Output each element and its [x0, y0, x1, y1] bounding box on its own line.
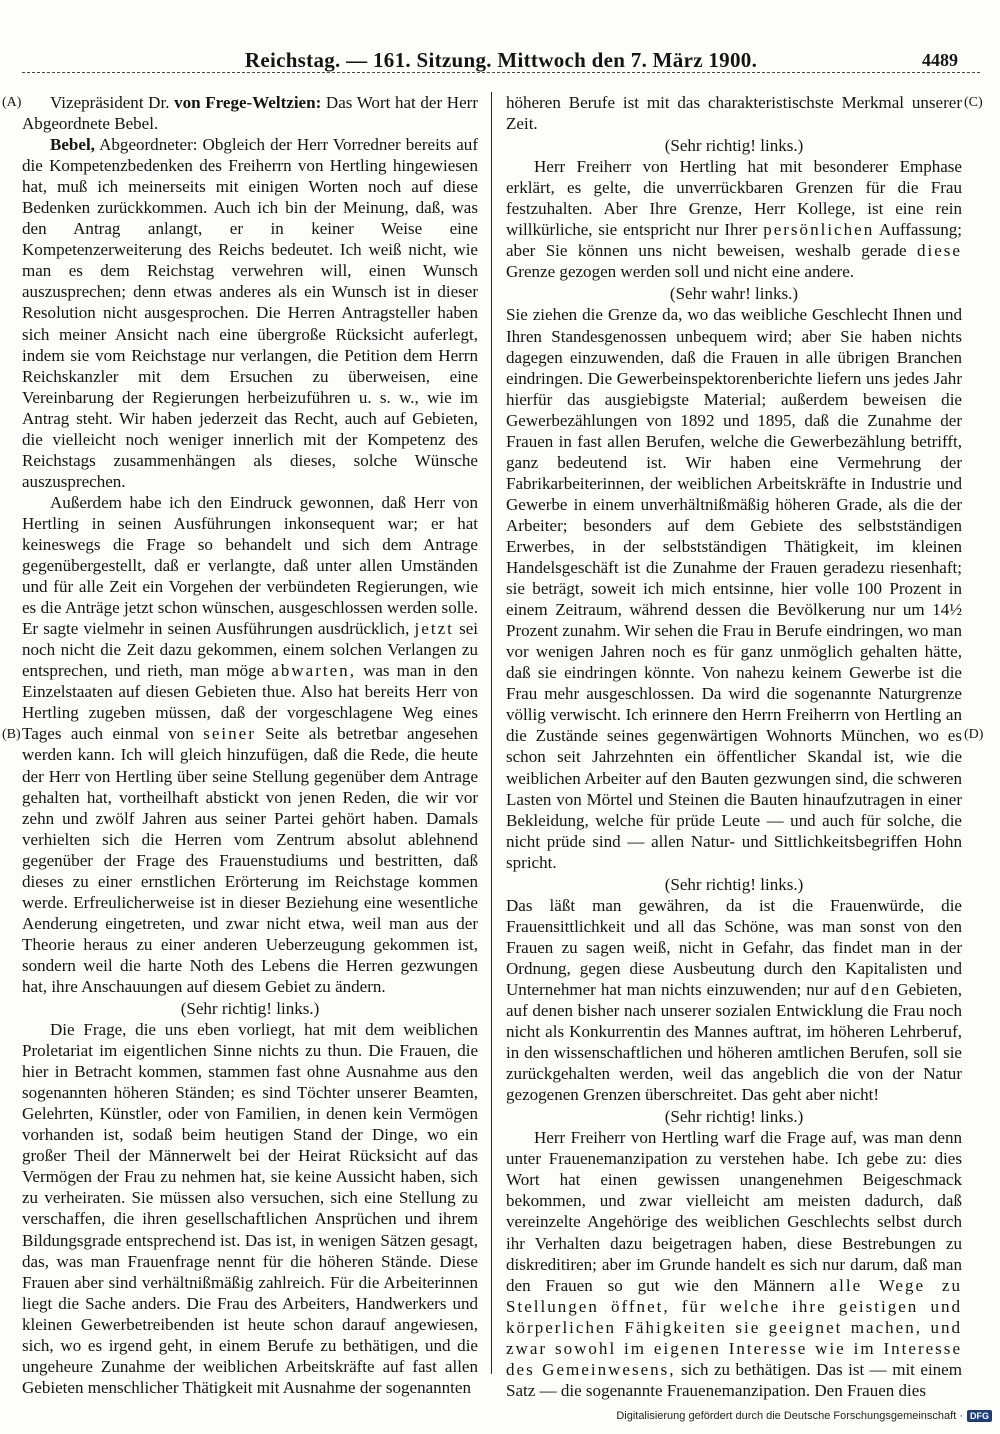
margin-mark-a: (A): [2, 95, 22, 110]
interjection: (Sehr richtig! links.): [664, 136, 804, 156]
paragraph-text: Herr Freiherr von Hertling warf die Frage auf, was man denn unter Frauenemanzipation zu verstehen habe. Ich gebe zu: dies Wort hat einen gewissen unangenehmen Beigeschmack bekommen, und zwar vielleicht am meisten dadurch, daß vereinzelte Angehörige des weiblichen Geschlechts selbst durch ihr Verhalten dazu beigetragen haben, diese Bestrebungen zu diskreditiren; aber im Grunde handelt es sich nur darum, daß man den Frauen so gut wie den Männern: [506, 1128, 962, 1295]
president-name: von Frege-Weltzien:: [174, 93, 322, 112]
page-header: [22, 40, 980, 74]
digitization-credit: [616, 1410, 992, 1422]
speaker-name: Bebel,: [50, 135, 95, 155]
margin-mark-c: (C): [964, 95, 983, 110]
interjection: (Sehr richtig! links.): [664, 1107, 804, 1127]
emphasis-text: abwarten,: [271, 661, 356, 681]
paragraph-text: Das läßt man gewähren, da ist die Frauenwürde, die Frauensittlichkeit und all das Schöne, was man sonst von den Frauen zu sagen weiß, nicht in Gefahr, das findet man in der Ordnung, gegen diese Ausbeutung durch den Kapitalisten und Unternehmer hat man nichts einzuwenden; nur auf: [506, 895, 962, 999]
left-column: [22, 92, 478, 1398]
emphasis-text: diese: [917, 241, 962, 261]
paragraph-text: sei noch nicht die Zeit dazu gekommen, einem solchen Verlangen zu entsprechen, und rieth, man möge: [22, 619, 478, 681]
emphasis-text: den: [860, 979, 892, 999]
interjection: (Sehr richtig! links.): [180, 999, 320, 1019]
column-divider: [491, 92, 492, 1374]
paragraph-text: Außerdem habe ich den Eindruck gewonnen, daß Herr von Hertling in seinen Ausführungen inkonsequent war; er hat keineswegs die Frage so behandelt und sich dem Antrage gegenübergestellt, daß er verlangte, daß unter allen Umständen und für alle Zeit ein Vorgehen der verbündeten Regierungen, wie es die Anträge jetzt schon wünschen, ausgeschlossen werden solle. Er sagte vielmehr in seinen Ausführungen ausdrücklich,: [22, 492, 478, 639]
paragraph-text: Grenze gezogen werden soll und nicht eine andere.: [506, 262, 855, 282]
paragraph: Die Frage, die uns eben vorliegt, hat mit dem weiblichen Proletariat im eigentlichen Sinne nichts zu thun. Die Frauen, die hier in Betracht kommen, stammen fast ohne Ausnahme aus den sogenannten höheren Ständen; es sind Töchter unserer Beamten, Gelehrten, Künstler, oder von Familien, in denen kein Vermögen vorhanden ist, sodaß beim heutigen Stand der Dinge, wo ein großer Theil der Männerwelt bei der Heirat Rücksicht auf das Vermögen der Frau zu nehmen hat, sie keine Aussicht haben, sich zu verheiraten. Sie müssen also versuchen, sich eine Stellung zu verschaffen, die ihren gesellschaftlichen Ansprüchen und ihrem Bildungsgrade entsprechend ist. Das ist, in wenigen Sätzen gesagt, das, was man Frauenfrage nennt für die höheren Stände. Diese Frauen aber sind verhältnißmäßig zahlreich. Für die Arbeiterinnen liegt die Sache anders. Die Frau des Arbeiters, Handwerkers und kleinen Gewerbetreibenden ist heute schon darauf angewiesen, sich, wo es irgend geht, in einem Berufe zu bethätigen, und die ungeheure Zunahme der weiblichen Arbeitskräfte auf fast allen Gebieten menschlicher Thätigkeit mit Ausnahme der sogenannten: [22, 1020, 478, 1397]
paragraph: Sie ziehen die Grenze da, wo das weibliche Geschlecht Ihnen und Ihren Standesgenossen unbequem wird; aber Sie haben nichts dagegen einzuwenden, daß die Frauen in alle übrigen Branchen eindringen. Die Gewerbeinspektorenberichte liefern uns jedes Jahr hierfür das ausgiebigste Material; außerdem beweisen die Gewerbezählungen von 1892 und 1895, daß die Zunahme der Frauen in fast allen Berufen, welche die Gewerbezählung betrifft, ganz bedeutend ist. Wir haben eine Vermehrung der Fabrikarbeiterinnen, der weiblichen Arbeitskräfte in Industrie und Gewerbe in einem unverhältnißmäßig höheren Grade, als die der Arbeiter; besonders auf dem Gebiete des selbstständigen Erwerbes, in der selbstständigen Thätigkeit, im kleinen Handelsgeschäft ist die Zunahme der Frauen geradezu riesenhaft; sie beträgt, soweit ich mich entsinne, hier volle 100 Prozent in einem Zeitraum, während dessen die Bevölkerung nur um 14½ Prozent zunahm. Wir sehen die Frau in Berufe eindringen, wo man vor wenigen Jahren noch es für ganz unmöglich gehalten hätte, daß sie eindringen könnte. Von nahezu keinem Gewerbe ist die Frau mehr ausgeschlossen. Da wird die sogenannte Naturgrenze völlig verwischt. Ich erinnere den Herrn Freiherrn von Hertling an die Zustände seines gegenwärtigen Wohnorts München, wo es schon seit Jahrzehnten ein öffentlicher Skandal ist, wie die weiblichen Arbeiter auf den Bauten gezwungen sind, die schweren Lasten von Mörtel und Steinen die Bauten hinaufzutragen in einer Bekleidung, welche für prüde Leute — und auch für solche, die nicht prüde sind — allen Natur- und Sittlichkeitsbegriffen Hohn spricht.: [506, 305, 962, 872]
paragraph: höheren Berufe ist mit das charakteristischste Merkmal unserer Zeit.: [506, 93, 962, 134]
running-head: Reichstag. — 161. Sitzung. Mittwoch den 7. März 1900.: [244, 48, 758, 72]
paragraph-text: Abgeordneter: Obgleich der Herr Vorredner bereits auf die Kompetenzbedenken des Freiherrn von Hertling hingewiesen hat, muß ich meinerseits mit einigen Worten noch auf diese Bedenken zurückkommen. Auch ich bin der Meinung, daß, was den Antrag anlangt, er in keiner Weise eine Kompetenzerweiterung des Reichs bedeutet. Ich weiß nicht, wie man es dem Reichstag verwehren will, einen Wunsch auszusprechen; denn etwas anderes als ein Wunsch ist in dieser Resolution nicht ausgesprochen. Die Herren Antragsteller haben sich meiner Ansicht nach eine übergroße Rücksicht auferlegt, indem sie vom Reichstage nur verlangen, die Petition dem Herrn Reichskanzler mit dem Ersuchen zu überweisen, eine Vereinbarung der Regierungen herbeizuführen u. s. w., wie im Antrag steht. Wir haben jederzeit das Recht, auch auf Gebieten, die vielleicht noch weniger innerlich mit der Kompetenz des Reichstags zusammenhängen als dieses, solche Wünsche auszusprechen.: [22, 135, 478, 491]
dfg-logo: DFG: [967, 1410, 992, 1422]
paragraph-text: Auffassung; aber Sie können uns nicht beweisen, weshalb gerade: [506, 220, 962, 261]
right-column: [506, 92, 962, 1401]
paragraph-text: Gebieten, auf denen bisher nach unserer sozialen Entwicklung die Frau noch nicht als Konkurrentin des Mannes auftrat, im höheren Lehrberuf, in den wissenschaftlichen und höheren amtlichen Berufen, soll sie zurückgehalten werden, weil das angeblich die von der Natur gezogenen Grenzen überschreitet. Das geht aber nicht!: [506, 979, 962, 1105]
margin-mark-d: (D): [964, 727, 984, 742]
credit-text: Digitalisierung gefördert durch die Deutsche Forschungsgemeinschaft ·: [616, 1410, 963, 1422]
paragraph: [22, 134, 478, 492]
paragraph-text: Das Wort hat der Herr Abgeordnete Bebel.: [22, 93, 478, 134]
interjection: (Sehr wahr! links.): [669, 284, 799, 304]
paragraph: [506, 895, 962, 1105]
emphasis-text: alle Wege zu Stellungen öffnet, für welche ihre geistigen und körperlichen Fähigkeiten sie geeignet machen, und zwar sowohl im eigenen Interesse wie im Interesse des Gemeinwesens,: [506, 1275, 962, 1379]
emphasis-text: persönlichen: [763, 220, 875, 240]
paragraph: [22, 92, 478, 134]
interjection: (Sehr richtig! links.): [664, 874, 804, 894]
paragraph-text: was man in den Einzelstaaten auf diesen Gebieten thue. Also hat bereits Herr von Hertling zugeben müssen, daß der vorgeschlagene Weg eines Tages auch einmal von: [22, 661, 479, 744]
emphasis-text: jetzt: [414, 619, 454, 639]
paragraph-text: Herr Freiherr von Hertling hat mit besonderer Emphase erklärt, es gelte, die unverrückbaren Grenzen für die Frau festzuhalten. Aber Ihre Grenze, Herr Kollege, ist eine rein willkürliche, sie entspricht nur Ihrer: [506, 157, 962, 240]
paragraph-text: sich zu bethätigen. Das ist — mit einem Satz — die sogenannte Frauenemanzipation. Den Frauen dies: [506, 1359, 962, 1400]
page-number: 4489: [922, 50, 958, 70]
emphasis-text: seiner: [203, 724, 256, 744]
header-rule: [22, 72, 980, 73]
paragraph: [506, 1127, 962, 1401]
paragraph: [506, 156, 962, 282]
president-title: Vizepräsident Dr.: [50, 93, 170, 112]
paragraph-text: Seite als betretbar angesehen werden kann. Ich will gleich hinzufügen, daß die Rede, die heute der Herr von Hertling über seine Stellung gegenüber dem Antrage gehalten hat, vortheilhaft abstickt von jenen Reden, die wir vor zehn und zwölf Jahren aus seiner Partei gehört haben. Damals verhielten sich die Herren vom Zentrum absolut ablehnend gegenüber der Frage des Frauenstudiums und bestritten, daß dieses zu einer ernstlichen Erörterung im Reichstage kommen werde. Erfreulicherweise ist in dieser Beziehung eine wesentliche Aenderung eingetreten, und zwar nicht etwa, weil man aus der Theorie heraus zu einer anderen Ueberzeugung gekommen ist, sondern weil die harte Noth des Lebens die Herren gezwungen hat, ihre Anschauungen auf diesem Gebiet zu ändern.: [22, 724, 478, 996]
margin-mark-b: (B): [2, 727, 21, 742]
paragraph: [22, 492, 478, 997]
